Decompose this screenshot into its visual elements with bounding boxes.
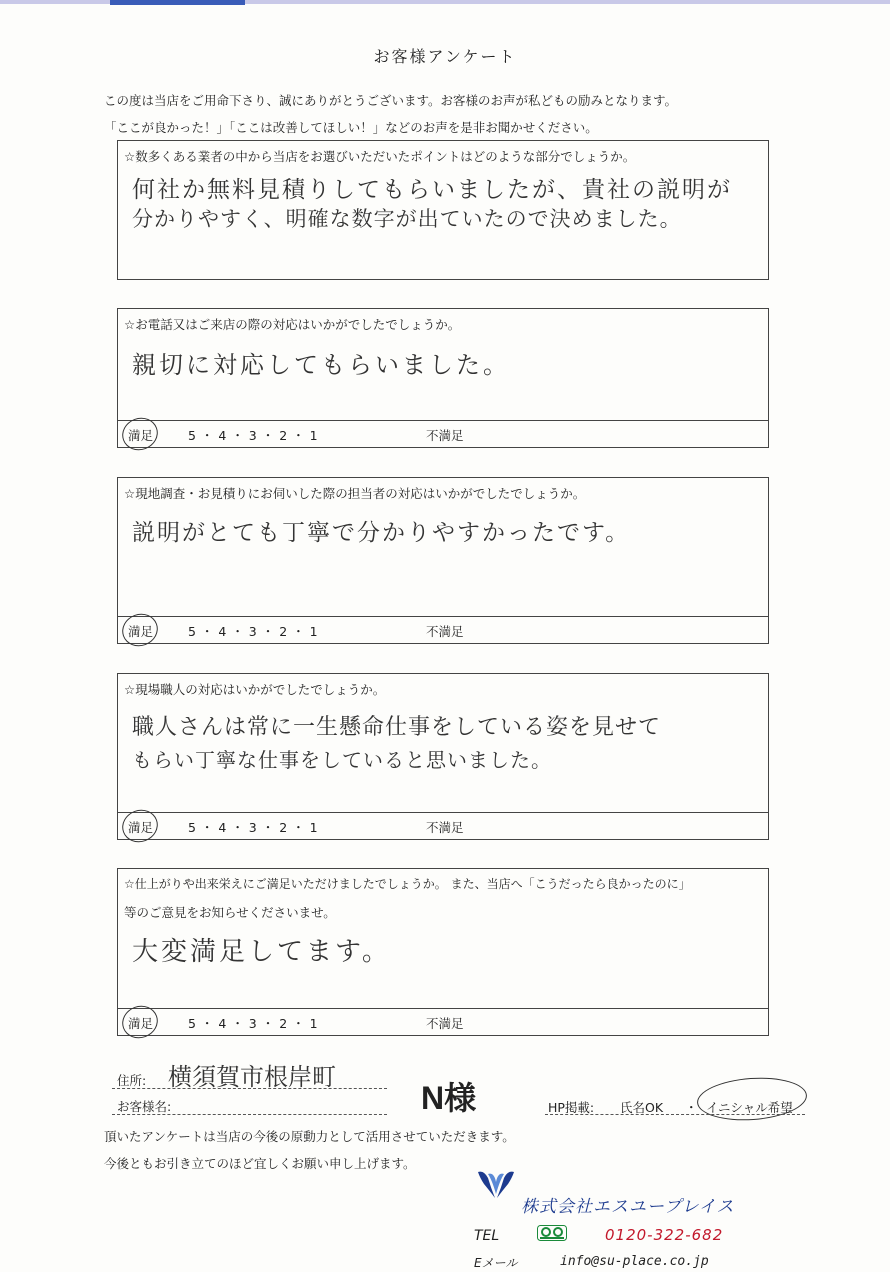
answer-line: 何社か無料見積りしてもらいましたが、貴社の説明が [132,177,732,203]
selected-circle [118,805,163,847]
address-label: 住所: [117,1073,147,1088]
selected-circle [118,1001,163,1043]
rating-row [118,1008,768,1035]
unsatisfied-label: 不満足 [426,1016,464,1031]
answer-line: 親切に対応してもらいました。 [132,351,510,379]
hp-line [545,1114,805,1115]
customer-name-value: N様 [421,1080,477,1116]
satisfied-label: 満足 [128,818,153,836]
unsatisfied-label: 不満足 [426,624,464,639]
satisfied-label: 満足 [128,426,153,444]
tel-label: TEL [474,1228,500,1244]
hp-option-name-ok: 氏名OK [620,1100,664,1115]
rating-row [118,616,768,643]
top-edge-bar [0,0,890,4]
selected-circle [118,413,163,455]
rating-scale: 5 ・ 4 ・ 3 ・ 2 ・ 1 [188,1016,319,1031]
tel-number[interactable]: 0120-322-682 [605,1226,724,1244]
satisfied-label: 満足 [128,1014,153,1032]
footer-note-1: 頂いたアンケートは当店の今後の原動力として活用させていただきます。 [104,1129,515,1144]
answer-line: 大変満足してます。 [132,937,391,967]
question-text: ☆現地調査・お見積りにお伺いした際の担当者の対応はいかがでしたでしょうか。 [124,486,586,501]
answer-line: 職人さんは常に一生懸命仕事をしている姿を見せて [132,715,662,740]
intro-line-1: この度は当店をご用命下さり、誠にありがとうございます。お客様のお声が私どもの励みとなります。 [104,93,678,108]
rating-scale: 5 ・ 4 ・ 3 ・ 2 ・ 1 [188,428,319,443]
question-box-3 [117,477,769,644]
customer-name-label: お客様名: [117,1099,172,1114]
question-text: ☆仕上がりや出来栄えにご満足いただけましたでしょうか。 また、当店へ「こうだったら良かったのに」 [124,877,691,891]
footer-note-2: 今後ともお引き立てのほど宜しくお願い申し上げます。 [104,1156,416,1171]
question-text: ☆お電話又はご来店の際の対応はいかがでしたでしょうか。 [124,317,461,332]
question-box-1 [117,140,769,280]
customer-name-line [112,1114,387,1115]
rating-row [118,420,768,447]
question-box-4 [117,673,769,840]
rating-scale: 5 ・ 4 ・ 3 ・ 2 ・ 1 [188,624,319,639]
company-logo-icon [474,1168,518,1202]
hp-label: HP掲載: [548,1100,595,1115]
answer-line: もらい丁寧な仕事をしていると思いました。 [132,748,552,772]
intro-line-2: 「ここが良かった！」「ここは改善してほしい！」などのお声を是非お聞かせください。 [104,120,598,135]
company-name: 株式会社エスユープレイス [521,1197,735,1217]
question-text: ☆現場職人の対応はいかがでしたでしょうか。 [124,682,386,697]
unsatisfied-label: 不満足 [426,820,464,835]
answer-line: 分かりやすく、明確な数字が出ていたので決めました。 [132,207,682,231]
rating-row [118,812,768,839]
satisfied-label: 満足 [128,622,153,640]
rating-scale: 5 ・ 4 ・ 3 ・ 2 ・ 1 [188,820,319,835]
page-title: お客様アンケート [373,47,517,66]
hp-separator: ・ [685,1100,698,1115]
question-box-5 [117,868,769,1036]
address-value: 横須賀市根岸町 [168,1063,336,1091]
answer-line: 説明がとても丁寧で分かりやすかったです。 [132,520,631,546]
question-text: ☆数多くある業者の中から当店をお選びいただいたポイントはどのような部分でしょうか。 [124,149,636,164]
unsatisfied-label: 不満足 [426,428,464,443]
question-box-2 [117,308,769,448]
email-label: Eメール [474,1256,518,1270]
selected-oval [696,1074,809,1124]
address-line [112,1088,387,1089]
freedial-icon [537,1225,567,1241]
top-edge-accent [110,0,245,5]
hp-option-initial: イニシャル希望 [706,1100,793,1115]
email-address[interactable]: info@su-place.co.jp [560,1254,709,1269]
question-text-line2: 等のご意見をお知らせくださいませ。 [124,905,336,920]
selected-circle [118,609,163,651]
